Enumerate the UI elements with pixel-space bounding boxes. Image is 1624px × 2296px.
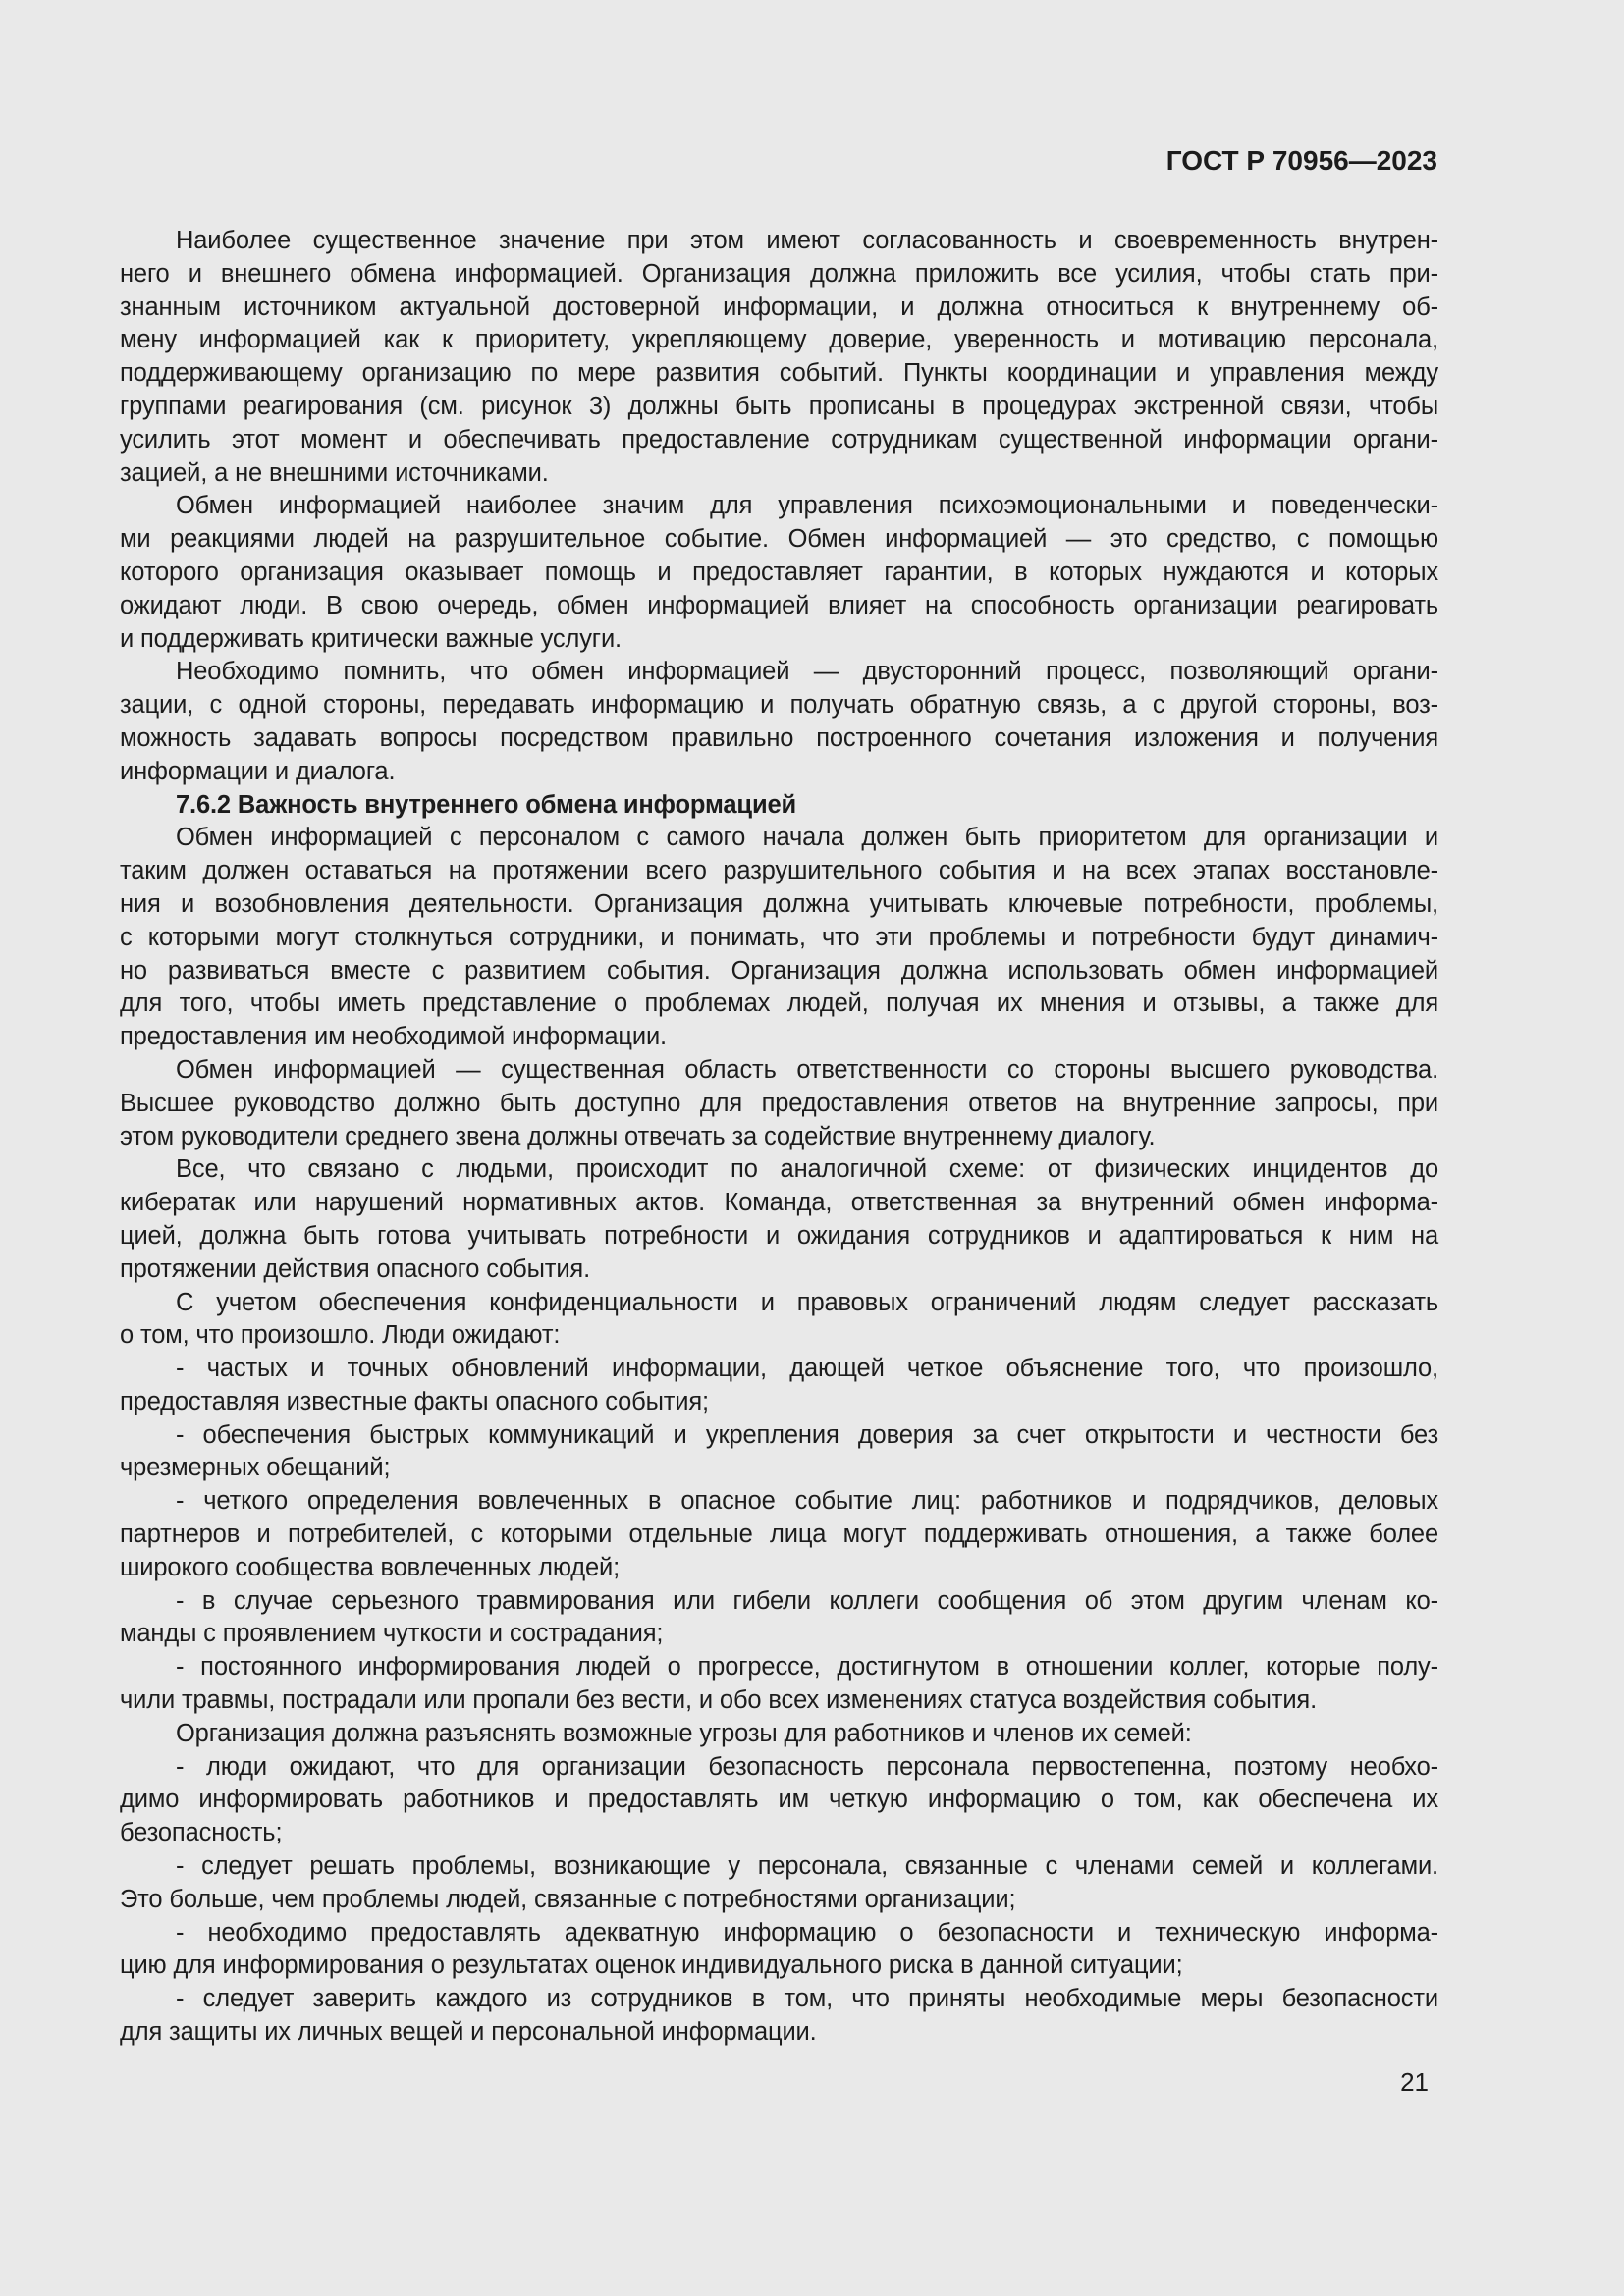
paragraph <box>120 1718 1438 1751</box>
paragraph <box>120 1054 1438 1153</box>
text-line: ожидают люди. В свою очередь, обмен информацией влияет на способность организации реагировать <box>120 591 1438 619</box>
text-line: него и внешнего обмена информацией. Организация должна приложить все усилия, чтобы стать при- <box>120 259 1438 288</box>
section-heading <box>120 789 1438 823</box>
text-line: Обмен информацией с персоналом с самого начала должен быть приоритетом для организации и <box>176 824 1438 852</box>
text-line: усилить этот момент и обеспечивать предоставление сотрудникам существенной информации органи- <box>120 425 1438 454</box>
text-line: широкого сообщества вовлеченных людей; <box>120 1553 621 1581</box>
text-line: о том, что произошло. Люди ожидают: <box>120 1321 561 1350</box>
list-item <box>120 1353 1438 1419</box>
text-line: манды с проявлением чуткости и сострадания; <box>120 1620 664 1648</box>
list-item <box>120 1419 1438 1486</box>
text-line: протяжении действия опасного события. <box>120 1255 591 1283</box>
text-line: цией, должна быть готова учитывать потребности и ожидания сотрудников и адаптироваться к ним на <box>120 1221 1438 1250</box>
text-line: ния и возобновления деятельности. Организация должна учитывать ключевые потребности, проблемы, <box>120 889 1438 918</box>
text-line: зацией, а не внешними источниками. <box>120 458 549 487</box>
doc-number-header: ГОСТ Р 70956—2023 <box>1165 145 1437 176</box>
list-item <box>120 1917 1438 1984</box>
text-line: кибератак или нарушений нормативных актов. Команда, ответственная за внутренний обмен информа- <box>120 1189 1438 1217</box>
text-line: Все, что связано с людьми, происходит по аналогичной схеме: от физических инцидентов до <box>176 1155 1438 1184</box>
paragraph <box>120 490 1438 656</box>
list-item <box>120 1485 1438 1584</box>
text-line: информации и диалога. <box>120 757 396 785</box>
text-line: 7.6.2 Важность внутреннего обмена информацией <box>176 790 797 819</box>
text-line: предоставления им необходимой информации. <box>120 1023 667 1051</box>
text-line: группами реагирования (см. рисунок 3) должны быть прописаны в процедурах экстренной связи, чтобы <box>120 392 1438 420</box>
text-line: - следует заверить каждого из сотрудников в том, что приняты необходимые меры безопасности <box>176 1985 1438 2013</box>
text-line: Высшее руководство должно быть доступно для предоставления ответов на внутренние запросы, при <box>120 1089 1438 1117</box>
text-line: с которыми могут столкнуться сотрудники, и понимать, что эти проблемы и потребности будут динамич- <box>120 923 1438 951</box>
list-item <box>120 1651 1438 1718</box>
text-line: - частых и точных обновлений информации, дающей четкое объяснение того, что произошло, <box>176 1355 1438 1383</box>
text-line: предоставляя известные факты опасного события; <box>120 1387 709 1415</box>
text-line: мену информацией как к приоритету, укрепляющему доверие, уверенность и мотивацию персонала, <box>120 326 1438 354</box>
text-line: Это больше, чем проблемы людей, связанные с потребностями организации; <box>120 1885 1016 1913</box>
paragraph <box>120 225 1438 490</box>
text-line: знанным источником актуальной достоверной информации, и должна относиться к внутреннему об- <box>120 293 1438 321</box>
paragraph <box>120 656 1438 788</box>
list-item <box>120 1983 1438 2050</box>
text-line: димо информировать работников и предоставлять им четкую информацию о том, как обеспечена их <box>120 1786 1438 1814</box>
list-item <box>120 1751 1438 1850</box>
text-line: - следует решать проблемы, возникающие у персонала, связанные с членами семей и коллегами. <box>176 1852 1438 1881</box>
text-line: этом руководители среднего звена должны отвечать за содействие внутреннему диалогу. <box>120 1122 1156 1150</box>
text-line: которого организация оказывает помощь и предоставляет гарантии, в которых нуждаются и которых <box>120 558 1438 586</box>
text-line: чили травмы, пострадали или пропали без вести, и обо всех изменениях статуса воздействия события. <box>120 1686 1318 1715</box>
text-line: Организация должна разъяснять возможные угрозы для работников и членов их семей: <box>176 1719 1192 1747</box>
text-line: но развиваться вместе с развитием события. Организация должна использовать обмен информацией <box>120 956 1438 985</box>
text-line: - четкого определения вовлеченных в опасное событие лиц: работников и подрядчиков, деловых <box>176 1487 1438 1516</box>
text-line: ми реакциями людей на разрушительное событие. Обмен информацией — это средство, с помощью <box>120 525 1438 554</box>
text-line: - в случае серьезного травмирования или гибели коллеги сообщения об этом другим членам ко- <box>176 1586 1438 1615</box>
paragraph <box>120 1287 1438 1354</box>
text-line: С учетом обеспечения конфиденциальности и правовых ограничений людям следует рассказать <box>176 1288 1438 1316</box>
text-line: поддерживающему организацию по мере развития событий. Пункты координации и управления между <box>120 359 1438 388</box>
text-line: зации, с одной стороны, передавать информацию и получать обратную связь, а с другой стороны, воз- <box>120 691 1438 720</box>
text-line: - люди ожидают, что для организации безопасность персонала первостепенна, поэтому необхо- <box>176 1752 1438 1781</box>
text-line: - необходимо предоставлять адекватную информацию о безопасности и техническую информа- <box>176 1918 1438 1947</box>
list-item <box>120 1585 1438 1652</box>
text-line: для защиты их личных вещей и персональной информации. <box>120 2018 817 2047</box>
text-line: Обмен информацией — существенная область ответственности со стороны высшего руководства. <box>176 1055 1438 1084</box>
text-line: - постоянного информирования людей о прогрессе, достигнутом в отношении коллег, которые полу- <box>176 1653 1438 1682</box>
text-line: таким должен оставаться на протяжении всего разрушительного события и на всех этапах восстановле- <box>120 857 1438 885</box>
paragraph <box>120 1153 1438 1286</box>
text-line: партнеров и потребителей, с которыми отдельные лица могут поддерживать отношения, а также более <box>120 1521 1438 1549</box>
text-line: Обмен информацией наиболее значим для управления психоэмоциональными и поведенчески- <box>176 492 1438 520</box>
text-line: - обеспечения быстрых коммуникаций и укрепления доверия за счет открытости и честности без <box>176 1420 1438 1449</box>
document-body <box>120 225 1438 2050</box>
text-line: Наиболее существенное значение при этом имеют согласованность и своевременность внутрен- <box>176 227 1438 254</box>
text-line: и поддерживать критически важные услуги. <box>120 624 622 653</box>
text-line: цию для информирования о результатах оценок индивидуального риска в данной ситуации; <box>120 1951 1183 1980</box>
text-line: чрезмерных обещаний; <box>120 1454 391 1482</box>
paragraph <box>120 822 1438 1054</box>
list-item <box>120 1850 1438 1917</box>
text-line: для того, чтобы иметь представление о проблемах людей, получая их мнения и отзывы, а также для <box>120 989 1438 1018</box>
text-line: Необходимо помнить, что обмен информацией — двусторонний процесс, позволяющий органи- <box>176 658 1438 686</box>
page-number: 21 <box>1400 2067 1429 2097</box>
text-line: можность задавать вопросы посредством правильно построенного сочетания изложения и получения <box>120 723 1438 752</box>
text-line: безопасность; <box>120 1819 283 1847</box>
